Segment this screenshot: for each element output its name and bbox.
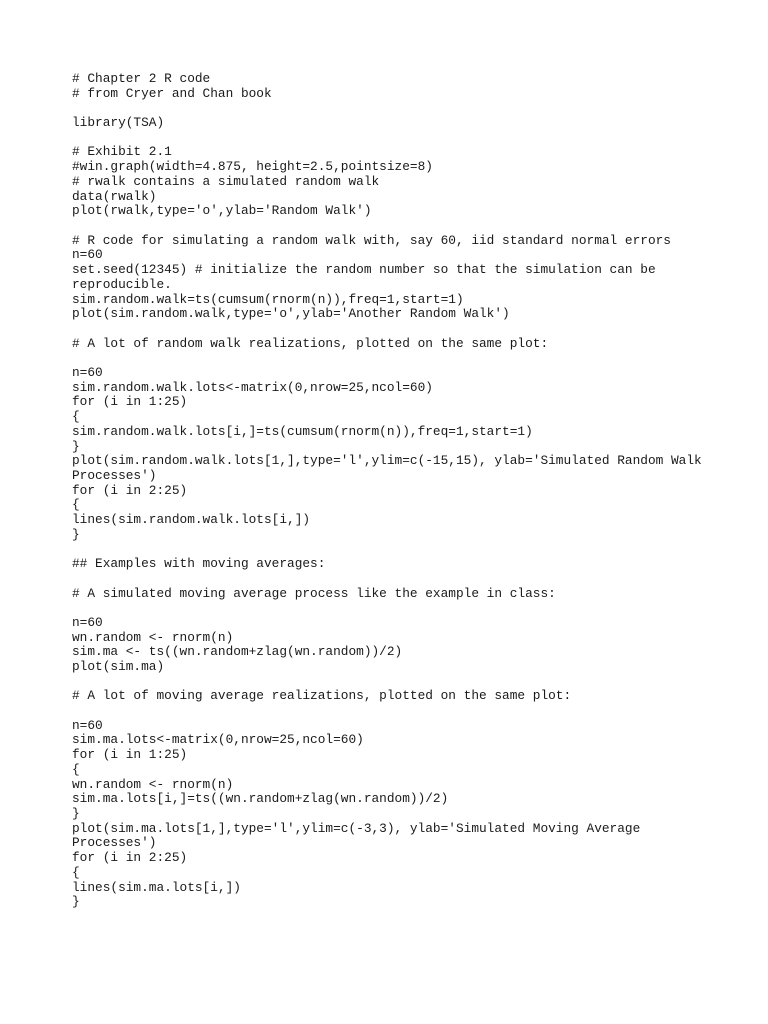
code-line: for (i in 1:25) xyxy=(72,394,188,410)
code-line: for (i in 2:25) xyxy=(72,850,188,866)
code-line: set.seed(12345) # initialize the random number so that the simulation can be xyxy=(72,262,656,278)
code-line xyxy=(72,601,732,616)
code-line: ## Examples with moving averages: xyxy=(72,556,326,572)
code-line: wn.random <- rnorm(n) xyxy=(72,629,234,645)
code-line: wn.random <- rnorm(n) xyxy=(72,776,234,792)
code-line: n=60 xyxy=(72,614,103,630)
code-line: n=60 xyxy=(72,247,103,263)
code-line: n=60 xyxy=(72,717,103,733)
code-line xyxy=(72,572,732,587)
code-line: # Chapter 2 R code xyxy=(72,71,211,86)
code-line xyxy=(72,101,732,116)
code-line: plot(sim.ma.lots[1,],type='l',ylim=c(-3,3), ylab='Simulated Moving Average xyxy=(72,820,641,836)
code-line: plot(sim.ma) xyxy=(72,659,165,674)
code-line: { xyxy=(72,497,80,513)
code-line: plot(rwalk,type='o',ylab='Random Walk') xyxy=(72,203,372,219)
code-line: n=60 xyxy=(72,364,103,380)
code-line: library(TSA) xyxy=(72,115,165,131)
code-line: for (i in 1:25) xyxy=(72,747,188,763)
code-line: lines(sim.ma.lots[i,]) xyxy=(72,879,241,895)
code-line: plot(sim.random.walk.lots[1,],type='l',ylim=c(-15,15), ylab='Simulated Random Walk xyxy=(72,453,702,469)
code-line: sim.ma <- ts((wn.random+zlag(wn.random))/2) xyxy=(72,644,403,660)
code-line xyxy=(72,704,732,719)
code-line: } xyxy=(72,806,80,821)
code-line xyxy=(72,542,732,557)
code-line: # from Cryer and Chan book xyxy=(72,85,272,101)
code-line: sim.ma.lots<-matrix(0,nrow=25,ncol=60) xyxy=(72,732,364,748)
code-line xyxy=(72,322,732,337)
code-line xyxy=(72,675,732,690)
r-code-listing xyxy=(72,72,732,910)
code-line: { xyxy=(72,761,80,777)
code-line: data(rwalk) xyxy=(72,188,157,204)
code-line: # A simulated moving average process like the example in class: xyxy=(72,585,556,601)
code-line xyxy=(72,351,732,366)
code-line: Processes') xyxy=(72,835,157,851)
code-line: { xyxy=(72,409,80,425)
code-line: for (i in 2:25) xyxy=(72,482,188,498)
code-line: # Exhibit 2.1 xyxy=(72,144,172,160)
code-line: { xyxy=(72,864,80,880)
code-line: sim.random.walk.lots<-matrix(0,nrow=25,ncol=60) xyxy=(72,379,433,395)
code-line: # A lot of moving average realizations, plotted on the same plot: xyxy=(72,688,572,704)
code-line: } xyxy=(72,438,80,454)
code-line: # R code for simulating a random walk with, say 60, iid standard normal errors xyxy=(72,232,671,248)
code-line: lines(sim.random.walk.lots[i,]) xyxy=(72,512,311,528)
code-line: # rwalk contains a simulated random walk xyxy=(72,173,380,189)
code-line: sim.random.walk.lots[i,]=ts(cumsum(rnorm(n)),freq=1,start=1) xyxy=(72,423,533,439)
code-line: sim.random.walk=ts(cumsum(rnorm(n)),freq=1,start=1) xyxy=(72,291,464,307)
code-line: Processes') xyxy=(72,467,157,483)
code-line: #win.graph(width=4.875, height=2.5,pointsize=8) xyxy=(72,159,433,175)
code-line xyxy=(72,219,732,234)
code-line: plot(sim.random.walk,type='o',ylab='Another Random Walk') xyxy=(72,306,510,322)
code-line: } xyxy=(72,526,80,542)
code-line: reproducible. xyxy=(72,276,172,292)
code-line: } xyxy=(72,894,80,910)
code-line: # A lot of random walk realizations, plotted on the same plot: xyxy=(72,335,549,351)
code-line xyxy=(72,131,732,146)
code-line: sim.ma.lots[i,]=ts((wn.random+zlag(wn.random))/2) xyxy=(72,791,449,807)
